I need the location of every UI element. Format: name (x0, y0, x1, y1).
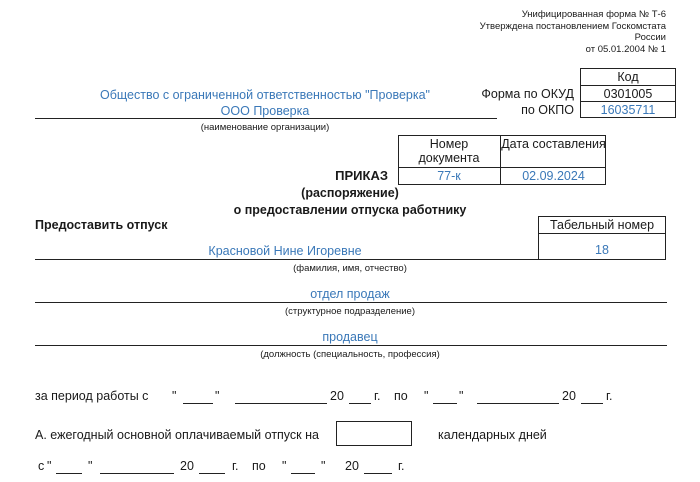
leave-days-label: календарных дней (438, 428, 547, 442)
doc-date-value: 02.09.2024 (522, 169, 585, 183)
okpo-value: 16035711 (600, 103, 656, 117)
codes-header: Код (617, 70, 639, 84)
period-day-from-field[interactable] (183, 403, 213, 404)
period-day-to-field[interactable] (433, 403, 457, 404)
department-caption: (структурное подразделение) (285, 306, 415, 317)
department: отдел продаж (310, 287, 390, 301)
leave-days-field[interactable] (336, 421, 412, 446)
org-caption: (наименование организации) (200, 122, 330, 133)
org-short-name: ООО Проверка (220, 104, 310, 118)
leave-day-from-field[interactable] (56, 473, 82, 474)
doc-subtitle: (распоряжение) (301, 186, 399, 200)
org-full-name: Общество с ограниченной ответственностью "Проверка" (100, 88, 430, 102)
leave-year-to-field[interactable] (364, 473, 392, 474)
period-month-from-field[interactable] (235, 403, 327, 404)
position-caption: (должность (специальность, профессия) (260, 349, 440, 360)
leave-from: с (38, 459, 45, 473)
leave-day-to-field[interactable] (291, 473, 315, 474)
employee-name-caption: (фамилия, имя, отчество) (293, 263, 407, 274)
employee-name: Красновой Нине Игоревне (208, 244, 362, 258)
period-month-to-field[interactable] (477, 403, 559, 404)
period-label: за период работы с (35, 389, 149, 403)
tab-number-value: 18 (595, 243, 609, 257)
okud-label: Форма по ОКУД (481, 87, 574, 101)
form-header-line1: Унифицированная форма № Т-6 (521, 9, 666, 20)
position: продавец (322, 330, 378, 344)
doc-number-value: 77-к (437, 169, 461, 183)
form-header (480, 9, 666, 55)
leave-label: А. ежегодный основной оплачиваемый отпуск на (35, 428, 319, 442)
doc-subject: о предоставлении отпуска работнику (233, 203, 467, 217)
tab-number-header: Табельный номер (549, 218, 655, 232)
leave-month-from-field[interactable] (100, 473, 174, 474)
period-by: по (394, 389, 408, 403)
grant-label: Предоставить отпуск (35, 218, 168, 232)
okpo-label: по ОКПО (521, 103, 574, 117)
doc-title: ПРИКАЗ (335, 168, 388, 183)
okud-value: 0301005 (603, 87, 653, 101)
form-header-line3: России (634, 32, 666, 43)
period-year-from-field[interactable] (349, 403, 371, 404)
doc-date-header: Дата составления (501, 137, 606, 151)
period-year-to-field[interactable] (581, 403, 603, 404)
leave-by: по (252, 459, 266, 473)
form-header-line2: Утверждена постановлением Госкомстата (479, 20, 666, 32)
doc-number-header: Номер документа (418, 137, 480, 165)
form-header-line4: от 05.01.2004 № 1 (585, 43, 666, 55)
leave-year-from-field[interactable] (199, 473, 225, 474)
